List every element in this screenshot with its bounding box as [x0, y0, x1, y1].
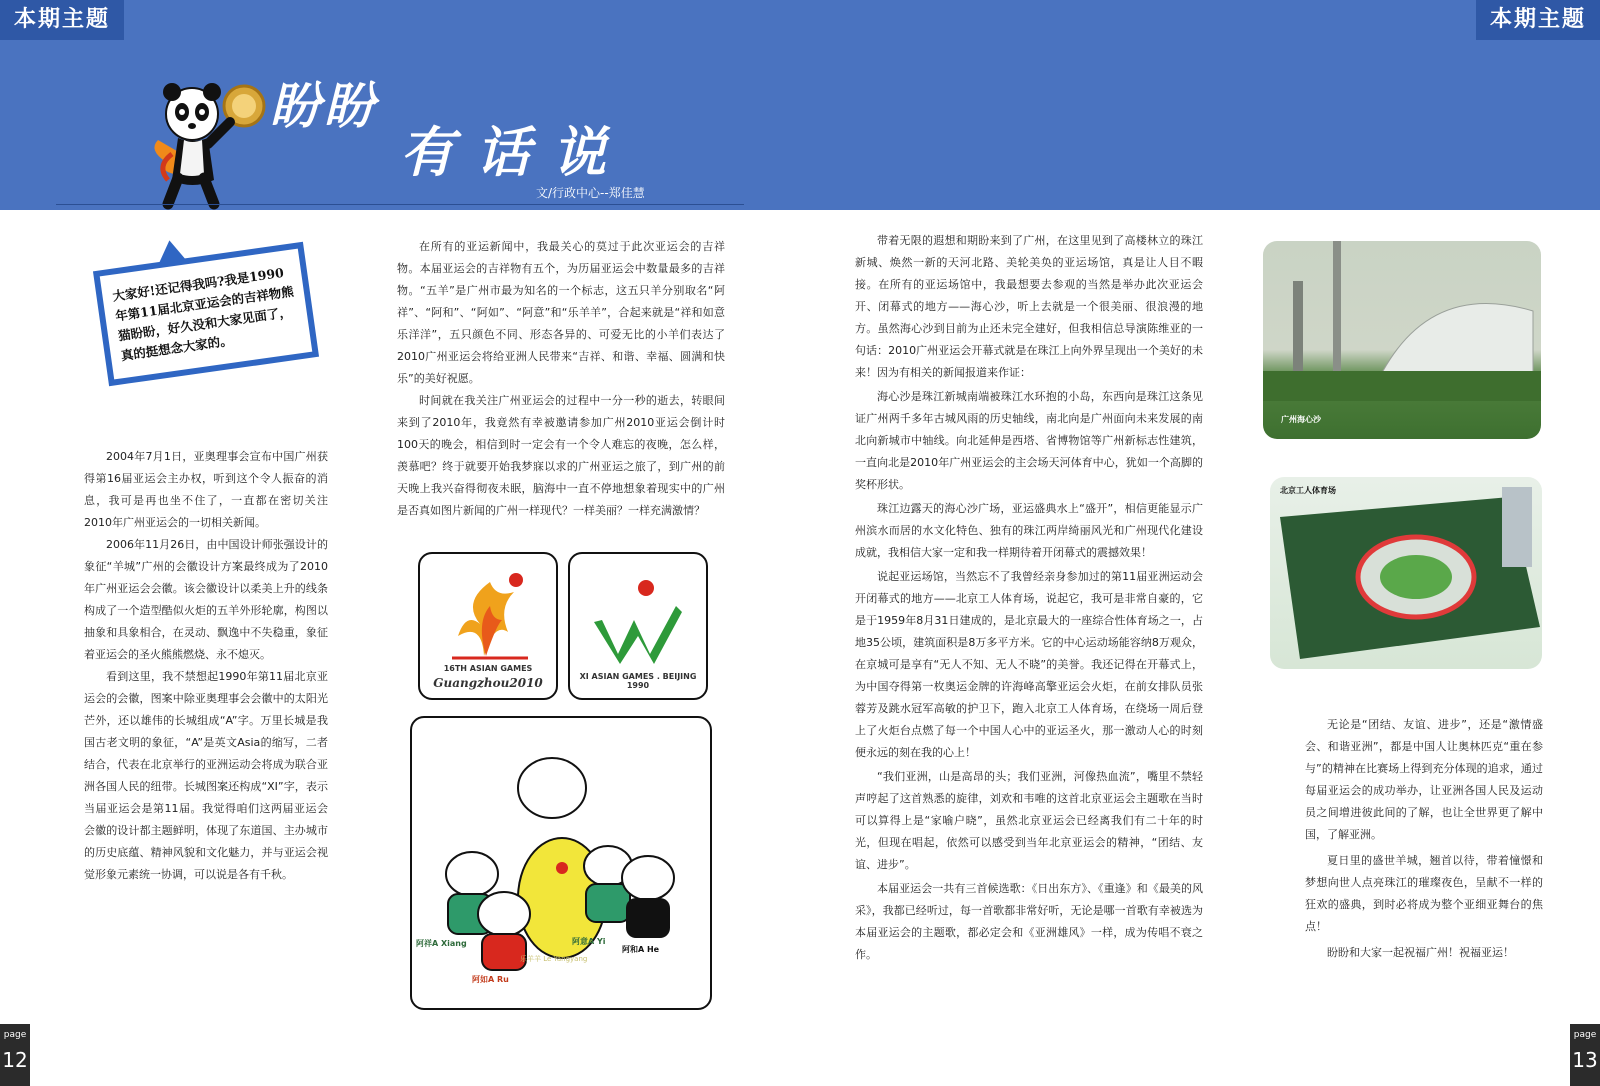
beijing-caption: XI ASIAN GAMES . BEIJING 1990	[579, 672, 697, 690]
paragraph: 无论是“团结、友谊、进步”，还是“激情盛会、和谐亚洲”，都是中国人让奥林匹克“重在参与”的精神在比赛场上得到充分体现的追求，通过每届亚运会的成功举办，让亚洲各国人民及运动员之间增进彼此间的了解，也让全世界更了解中国，了解亚洲。	[1305, 718, 1543, 841]
paragraph: 时间就在我关注广州亚运会的过程中一分一秒的逝去，转眼间来到了2010年，我竟然有幸被邀请参加广州2010亚运会倒计时100天的晚会，相信到时一定会有一个令人难忘的夜晚，怎么样，羡慕吧？终于就要开始我梦寐以求的广州亚运之旅了，到广州的前天晚上我兴奋得彻夜未眠，脑海中一直不停地想象着现实中的广州是否真如图片新闻的广州一样现代？一样美丽？一样充满激情？	[397, 394, 725, 517]
paragraph: 在所有的亚运新闻中，我最关心的莫过于此次亚运会的吉祥物。本届亚运会的吉祥物有五个，为历届亚运会中数量最多的吉祥物。“五羊”是广州市最为知名的一个标志，这五只羊分别取名“阿祥”、“阿和”、“阿如”、“阿意”和“乐羊羊”，合起来就是“祥和如意乐洋洋”，五只颜色不同、形态各异的、可爱无比的小羊们表达了2010广州亚运会将给亚洲人民带来“吉祥、和谐、幸福、圆满和快乐”的美好祝愿。	[397, 240, 725, 385]
speech-bubble-text: 大家好!还记得我吗?我是1990年第11届北京亚运会的吉祥物熊猫盼盼，好久没和大家见面了，真的挺想念大家的。	[111, 264, 295, 364]
label-a-he: 阿和A He	[622, 945, 660, 954]
page-number: 12	[2, 1048, 28, 1072]
page-word: page	[1573, 1030, 1597, 1040]
byline: 文/行政中心--郑佳慧	[536, 186, 645, 200]
paragraph: 珠江边露天的海心沙广场，亚运盛典水上“盛开”，相信更能显示广州滨水而居的水文化特色、独有的珠江两岸绮丽风光和广州现代化建设成就，我相信大家一定和我一样期待着开闭幕式的震撼效果！	[855, 502, 1203, 559]
paragraph: 本届亚运会一共有三首候选歌：《日出东方》、《重逢》和《最美的风采》，我都已经听过，每一首歌都非常好听，无论是哪一首歌有幸被选为本届亚运会的主题歌，都必定会和《亚洲雄风》一样，成为传唱不衰之作。	[855, 882, 1203, 961]
beijing-great-wall-emblem-icon	[572, 562, 708, 672]
photo1-caption: 广州海心沙	[1281, 415, 1321, 424]
paragraph: 夏日里的盛世羊城，翘首以待，带着憧憬和梦想向世人点亮珠江的璀璨夜色，呈献不一样的狂欢的盛典，到时必将成为整个亚细亚舞台的焦点！	[1305, 854, 1543, 933]
label-a-ru: 阿如A Ru	[472, 975, 509, 984]
article-column-1	[84, 446, 328, 886]
guangzhou-caption-small: 16TH ASIAN GAMES	[443, 664, 533, 673]
byline-divider	[56, 204, 744, 205]
paragraph: 2004年7月1日，亚奥理事会宣布中国广州获得第16届亚运会主办权，听到这个令人振奋的消息，我可是再也坐不住了，一直都在密切关注2010年广州亚运会的一切相关新闻。	[84, 450, 328, 529]
paragraph: 2006年11月26日，由中国设计师张强设计的象征“羊城”广州的会徽设计方案最终成为了2010年广州亚运会会徽。该会徽设计以柔美上升的线条构成了一个造型酷似火炬的五羊外形轮廓，构图以抽象和具象相合，在灵动、飘逸中不失稳重，象征着亚运会的圣火熊熊燃烧、永不熄灭。	[84, 538, 328, 661]
beijing-stadium-photo	[1270, 477, 1542, 669]
paragraph: 看到这里，我不禁想起1990年第11届北京亚运会的会徽，图案中除亚奥理事会会徽中的太阳光芒外，还以雄伟的长城组成“A”字。万里长城是我国古老文明的象征，“A”是英文Asia的缩写，二者结合，代表在北京举行的亚洲运动会将成为联合亚洲各国人民的纽带。长城图案还构成“XI”字，表示 当届亚运会是第11届。我觉得咱们这两届亚运会会徽的设计都主题鲜明，体现了东道国、主办城市的历史底蕴、精神风貌和文化魅力，并与亚运会视觉形象元素统一协调，可以说是各有千秋。	[84, 670, 328, 881]
haixinsha-photo	[1263, 241, 1541, 439]
page-number: 13	[1572, 1048, 1598, 1072]
paragraph: 说起亚运场馆，当然忘不了我曾经亲身参加过的第11届亚洲运动会开闭幕式的地方——北京工人体育场，说起它，我可是非常自豪的，它是于1959年8月31日建成的，是北京最大的一座综合性体育场之一，占地35公顷，建筑面积是8万多平方米。它的中心运动场能容纳8万观众，在京城可是享有“无人不知、无人不晓”的美誉。我还记得在开幕式上，为中国夺得第一枚奥运金牌的许海峰高擎亚运会火炬，在前女排队员张蓉芳及跳水冠军高敏的护卫下，跑入北京工人体育场，在绕场一周后登上了火炬台点燃了每一个中国人心中的亚运圣火，那一激动人心的时刻便永远的刻在我的心上！	[855, 570, 1203, 759]
workers-stadium-icon	[1270, 477, 1542, 669]
haixinsha-venue-icon	[1263, 241, 1541, 439]
guangzhou-caption: Guangzhou2010	[433, 676, 543, 690]
topic-tag-right: 本期主题	[1476, 0, 1600, 40]
five-goats-mascot-icon	[412, 718, 710, 1008]
label-a-xiang: 阿祥A Xiang	[416, 939, 467, 948]
guangzhou-flame-emblem-icon	[422, 562, 558, 672]
speech-bubble	[93, 242, 319, 386]
article-title-line2: 有话说	[400, 120, 628, 184]
beijing-1990-emblem	[568, 552, 708, 700]
paragraph: 盼盼和大家一起祝福广州！祝福亚运！	[1327, 946, 1514, 959]
panda-mascot-illustration	[148, 70, 268, 210]
page-word: page	[3, 1030, 27, 1040]
article-column-4	[1305, 714, 1543, 964]
label-a-yi: 阿意A Yi	[572, 937, 606, 946]
paragraph: “我们亚洲，山是高昂的头；我们亚洲，河像热血流”，嘴里不禁轻声哼起了这首熟悉的旋律，刘欢和韦唯的这首北京亚运会主题歌在当时可以算得上是“家喻户晓”，虽然北京亚运会已经离我们有二十年的时光，但现在唱起，依然可以感受到当年北京亚运会的精神，“团结、友谊、进步”。	[855, 770, 1203, 871]
topic-tag-left: 本期主题	[0, 0, 124, 40]
label-le-yangyang: 乐羊羊 Le Yangyang	[520, 955, 588, 963]
goat-mascots-illustration	[410, 716, 712, 1010]
page-number-right	[1570, 1024, 1600, 1086]
page-number-left	[0, 1024, 30, 1086]
photo2-caption: 北京工人体育场	[1280, 486, 1336, 495]
guangzhou-2010-emblem	[418, 552, 558, 700]
article-column-2	[397, 236, 725, 522]
article-title-line1: 盼盼	[270, 76, 378, 135]
paragraph: 海心沙是珠江新城南端被珠江水环抱的小岛，东西向是珠江这条见证广州两千多年古城风雨的历史轴线，南北向是广州面向未来发展的南北向新城市中轴线。向北延伸是西塔、省博物馆等广州新标志性建筑，一直向北是2010年广州亚运会的主会场天河体育中心，犹如一个高脚的奖杯形状。	[855, 390, 1203, 491]
article-column-3	[855, 230, 1203, 966]
paragraph: 带着无限的遐想和期盼来到了广州，在这里见到了高楼林立的珠江新城、焕然一新的天河北路、美轮美奂的亚运场馆，真是让人目不暇接。在所有的亚运场馆中，我最想要去参观的当然是举办此次亚运会开、闭幕式的地方——海心沙，听上去就是一个很美丽、很浪漫的地方。虽然海心沙到目前为止还未完全建好，但我相信总导演陈维亚的一句话：2010广州亚运会开幕式就是在珠江上向外界呈现出一个美好的未来！因为有相关的新闻报道来作证：	[855, 234, 1203, 379]
